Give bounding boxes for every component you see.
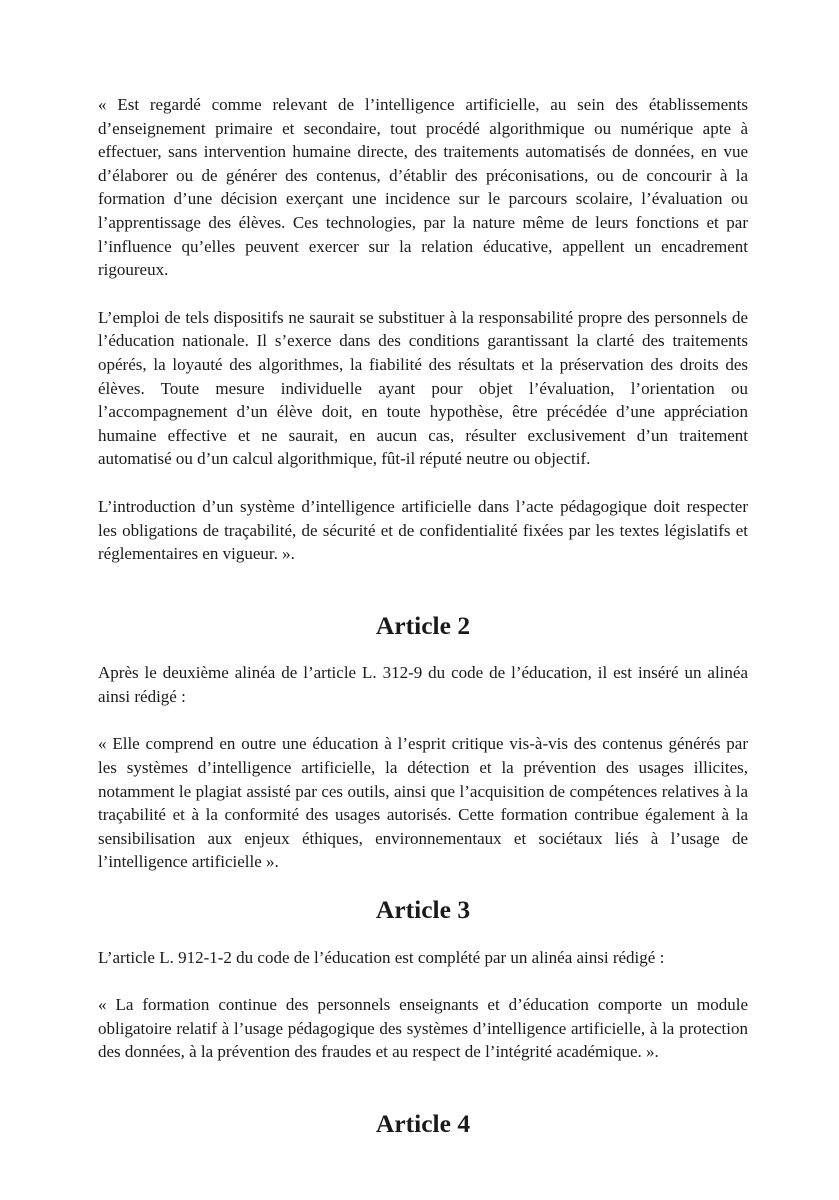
article-4-heading: Article 4: [375, 1109, 471, 1138]
article-3-heading: Article 3: [375, 895, 471, 925]
article-2-quote: « Elle comprend en outre une éducation à l’esprit critique vis-à-vis des contenus générés par les systèmes d’intelligence artificielle, la détection et la prévention des usages illicites, notamment le plagiat assisté par ces outils, ainsi que l’acquisition de compétences relatives à la traçabilité et à la conformité des usages autorisés. Cette formation contribue également à la sensibilisation aux enjeux éthiques, environnementaux et sociétaux liés à l’usage de l’intelligence artificielle ».: [98, 734, 748, 872]
document-page: [98, 93, 748, 1136]
article-2-heading: Article 2: [375, 610, 471, 640]
article-3-quote: « La formation continue des personnels enseignants et d’éducation comporte un module obligatoire relatif à l’usage pédagogique des systèmes d’intelligence artificielle, à la protection des données, à la prévention des fraudes et au respect de l’intégrité académique. ».: [98, 995, 748, 1062]
article-3-intro: L’article L. 912-1-2 du code de l’éducation est complété par un alinéa ainsi rédigé :: [98, 947, 665, 967]
quote-paragraph-traceability: L’introduction d’un système d’intelligence artificielle dans l’acte pédagogique doit respecter les obligations de traçabilité, de sécurité et de confidentialité fixées par les textes législatifs et réglementaires en vigueur. ».: [98, 496, 748, 564]
quote-paragraph-definition: « Est regardé comme relevant de l’intelligence artificielle, au sein des établissements d’enseignement primaire et secondaire, tout procédé algorithmique ou numérique apte à effectuer, sans intervention humaine directe, des traitements automatisés de données, en vue d’élaborer ou de générer des contenus, d’établir des préconisations, ou de concourir à la formation d’une décision exerçant une incidence sur le parcours scolaire, l’évaluation ou l’apprentissage des élèves. Ces technologies, par la nature même de leurs fonctions et par l’influence qu’elles peuvent exercer sur la relation éducative, appellent un encadrement rigoureux.: [98, 95, 748, 280]
article-2-intro: Après le deuxième alinéa de l’article L. 312-9 du code de l’éducation, il est inséré un alinéa ainsi rédigé :: [98, 663, 748, 706]
quote-paragraph-responsibility: L’emploi de tels dispositifs ne saurait se substituer à la responsabilité propre des personnels de l’éducation nationale. Il s’exerce dans des conditions garantissant la clarté des traitements opérés, la loyauté des algorithmes, la fiabilité des résultats et la préservation des droits des élèves. Toute mesure individuelle ayant pour objet l’évaluation, l’orientation ou l’accompagnement d’un élève doit, en toute hypothèse, être précédée d’une appréciation humaine effective et ne saurait, en aucun cas, résulter exclusivement d’un traitement automatisé ou d’un calcul algorithmique, fût-il réputé neutre ou objectif.: [98, 307, 748, 469]
